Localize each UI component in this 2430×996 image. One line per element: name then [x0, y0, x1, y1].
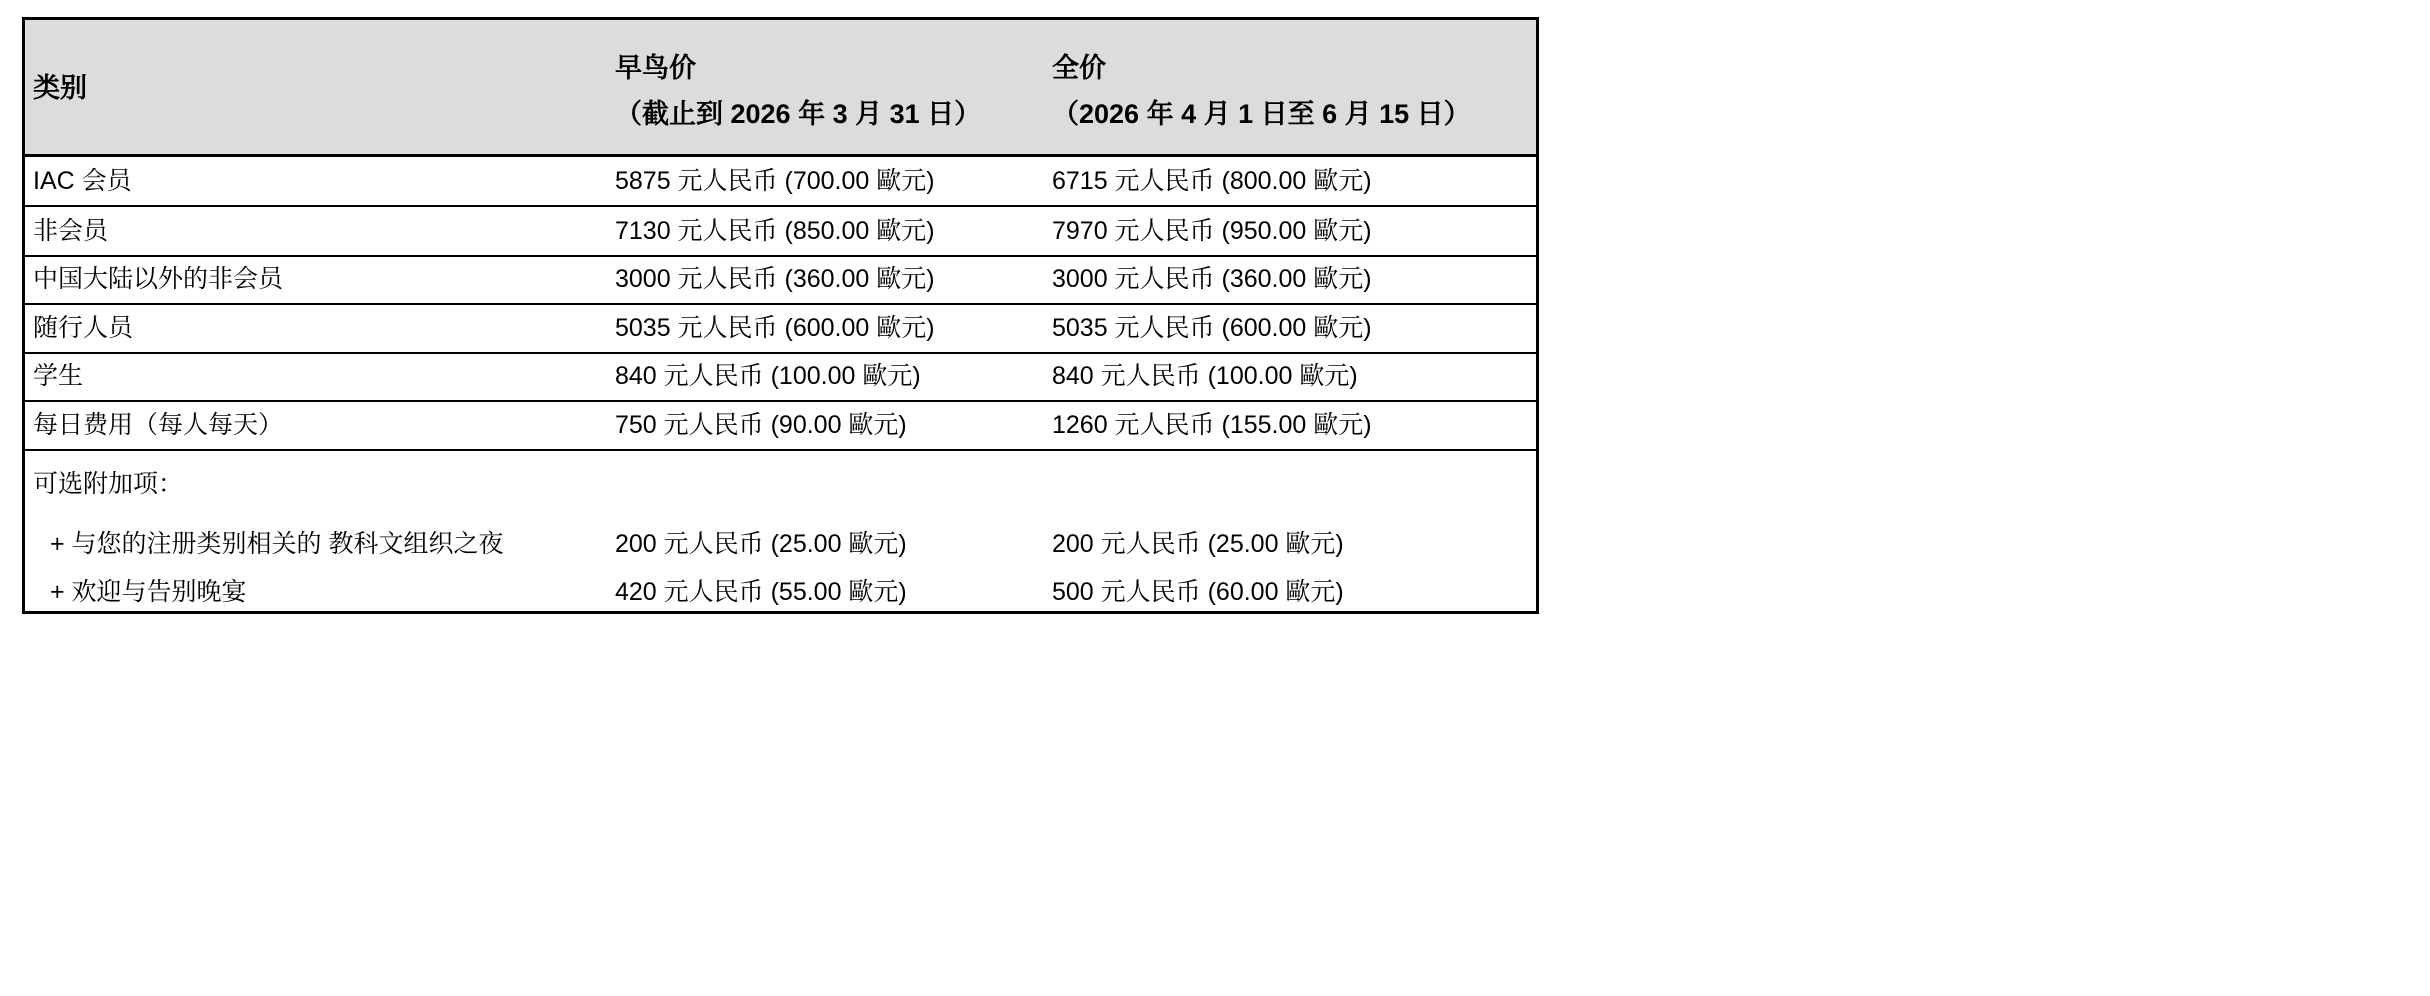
optional-addons: [25, 450, 1536, 611]
row-full-price: 1260 元人民币 (155.00 歐元): [1052, 411, 1372, 439]
header-full-price-label: 全价: [1052, 53, 1106, 83]
optional-item-early-price: 200 元人民币 (25.00 歐元): [615, 530, 907, 558]
row-category: 随行人员: [33, 314, 134, 342]
optional-item-early-price: 420 元人民币 (55.00 歐元): [615, 578, 907, 606]
row-full-price: 3000 元人民币 (360.00 歐元): [1052, 265, 1372, 293]
row-full-price: 6715 元人民币 (800.00 歐元): [1052, 167, 1372, 195]
table-row: [25, 304, 1536, 354]
table-row: [25, 157, 1536, 207]
row-category: IAC 会员: [33, 167, 132, 195]
table-row: [25, 207, 1536, 257]
pricing-table: [22, 17, 1539, 614]
optional-title: 可选附加项：: [33, 470, 184, 498]
table-header: [25, 20, 1536, 157]
optional-item: [25, 520, 1536, 568]
row-category: 非会员: [33, 217, 109, 245]
optional-item-name: + 欢迎与告别晚宴: [50, 578, 247, 606]
optional-item-full-price: 500 元人民币 (60.00 歐元): [1052, 578, 1344, 606]
row-category: 学生: [33, 362, 84, 390]
optional-item-name: + 与您的注册类别相关的 教科文组织之夜: [50, 530, 504, 558]
header-early-bird: [615, 45, 981, 137]
row-full-price: 7970 元人民币 (950.00 歐元): [1052, 217, 1372, 245]
row-category: 中国大陆以外的非会员: [33, 265, 284, 293]
header-early-bird-deadline: （截止到 2026 年 3 月 31 日）: [615, 99, 982, 129]
table-row: [25, 401, 1536, 451]
row-early-price: 840 元人民币 (100.00 歐元): [615, 362, 921, 390]
header-full-price: [1052, 45, 1471, 137]
row-full-price: 5035 元人民币 (600.00 歐元): [1052, 314, 1372, 342]
row-early-price: 750 元人民币 (90.00 歐元): [615, 411, 907, 439]
row-early-price: 5875 元人民币 (700.00 歐元): [615, 167, 935, 195]
row-early-price: 7130 元人民币 (850.00 歐元): [615, 217, 935, 245]
row-early-price: 5035 元人民币 (600.00 歐元): [615, 314, 935, 342]
table-row: [25, 352, 1536, 402]
row-full-price: 840 元人民币 (100.00 歐元): [1052, 362, 1358, 390]
header-full-price-period: （2026 年 4 月 1 日至 6 月 15 日）: [1052, 99, 1471, 129]
row-early-price: 3000 元人民币 (360.00 歐元): [615, 265, 935, 293]
row-category: 每日费用（每人每天）: [33, 411, 284, 439]
optional-item-full-price: 200 元人民币 (25.00 歐元): [1052, 530, 1344, 558]
header-early-bird-label: 早鸟价: [615, 53, 696, 83]
optional-item: [25, 568, 1536, 616]
header-category: 类别: [33, 73, 87, 103]
table-row: [25, 255, 1536, 305]
